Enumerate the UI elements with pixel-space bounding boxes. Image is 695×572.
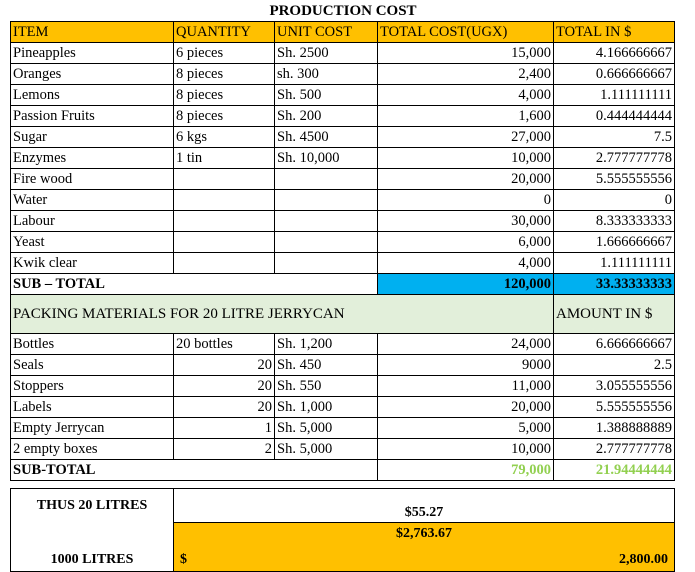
quantity-cell: 8 pieces [174, 64, 275, 85]
table-row [11, 43, 675, 64]
table-row [11, 64, 675, 85]
table-row [11, 418, 675, 439]
packing-section-header [11, 295, 675, 334]
item-cell: Kwik clear [11, 253, 174, 274]
total-cost-cell: 15,000 [378, 43, 554, 64]
total-cost-cell: 11,000 [378, 376, 554, 397]
quantity-cell: 1 tin [174, 148, 275, 169]
total-cost-cell: 27,000 [378, 127, 554, 148]
unit-cost-cell [275, 232, 378, 253]
thousand-litres-label: 1000 LITRES [11, 523, 174, 572]
unit-cost-cell [275, 190, 378, 211]
item-cell: 2 empty boxes [11, 439, 174, 460]
quantity-cell: 1 [174, 418, 275, 439]
summary-table [10, 488, 675, 572]
subtotal-total-usd: 33.33333333 [554, 274, 675, 295]
packing-amount-label: AMOUNT IN $ [554, 295, 675, 334]
total-usd-cell: 5.555555556 [554, 397, 675, 418]
total-usd-cell: 0.444444444 [554, 106, 675, 127]
item-cell: Labels [11, 397, 174, 418]
table-row [11, 85, 675, 106]
table-row [11, 232, 675, 253]
table-row [11, 397, 675, 418]
total-usd-cell: 1.111111111 [554, 253, 675, 274]
unit-cost-cell: sh. 300 [275, 64, 378, 85]
item-cell: Passion Fruits [11, 106, 174, 127]
quantity-cell: 20 [174, 397, 275, 418]
table-row [11, 127, 675, 148]
table-row [11, 253, 675, 274]
summary-row-1000-litres [11, 523, 675, 572]
unit-cost-cell: Sh. 5,000 [275, 418, 378, 439]
thousand-litres-cell [174, 523, 675, 572]
summary-row-20-litres [11, 489, 675, 523]
total-usd-cell: 5.555555556 [554, 169, 675, 190]
currency-symbol: $ [180, 551, 187, 567]
total-usd-cell: 1.666666667 [554, 232, 675, 253]
total-cost-cell: 5,000 [378, 418, 554, 439]
item-cell: Seals [11, 355, 174, 376]
total-usd-cell: 6.666666667 [554, 334, 675, 355]
table-row [11, 439, 675, 460]
item-cell: Lemons [11, 85, 174, 106]
item-cell: Pineapples [11, 43, 174, 64]
item-cell: Empty Jerrycan [11, 418, 174, 439]
item-cell: Fire wood [11, 169, 174, 190]
quantity-cell: 20 bottles [174, 334, 275, 355]
packing-subtotal-label: SUB-TOTAL [11, 460, 378, 481]
total-usd-cell: 0 [554, 190, 675, 211]
quantity-cell [174, 169, 275, 190]
thousand-litres-value: $2,763.67 [396, 526, 452, 541]
quantity-cell [174, 190, 275, 211]
total-cost-cell: 10,000 [378, 439, 554, 460]
total-usd-cell: 3.055555556 [554, 376, 675, 397]
packing-subtotal-total-usd: 21.94444444 [554, 460, 675, 481]
unit-cost-cell: Sh. 1,200 [275, 334, 378, 355]
unit-cost-cell: Sh. 10,000 [275, 148, 378, 169]
packing-subtotal-total-cost: 79,000 [378, 460, 554, 481]
unit-cost-cell: Sh. 1,000 [275, 397, 378, 418]
subtotal-total-cost: 120,000 [378, 274, 554, 295]
total-cost-cell: 30,000 [378, 211, 554, 232]
total-usd-cell: 0.666666667 [554, 64, 675, 85]
header-quantity: QUANTITY [174, 22, 275, 43]
total-usd-cell: 8.333333333 [554, 211, 675, 232]
quantity-cell: 8 pieces [174, 85, 275, 106]
total-usd-cell: 1.388888889 [554, 418, 675, 439]
total-cost-cell: 24,000 [378, 334, 554, 355]
header-total-cost: TOTAL COST(UGX) [378, 22, 554, 43]
total-usd-cell: 2.5 [554, 355, 675, 376]
subtotal-row [11, 274, 675, 295]
sheet-title: PRODUCTION COST [269, 3, 417, 19]
total-usd-cell: 2.777777778 [554, 439, 675, 460]
total-cost-cell: 2,400 [378, 64, 554, 85]
quantity-cell: 8 pieces [174, 106, 275, 127]
quantity-cell: 20 [174, 376, 275, 397]
rounded-total: 2,800.00 [619, 551, 668, 567]
quantity-cell [174, 211, 275, 232]
table-row [11, 169, 675, 190]
unit-cost-cell: Sh. 450 [275, 355, 378, 376]
unit-cost-cell [275, 211, 378, 232]
unit-cost-cell: Sh. 200 [275, 106, 378, 127]
total-usd-cell: 7.5 [554, 127, 675, 148]
table-row [11, 190, 675, 211]
unit-cost-cell: Sh. 2500 [275, 43, 378, 64]
item-cell: Enzymes [11, 148, 174, 169]
item-cell: Bottles [11, 334, 174, 355]
unit-cost-cell: Sh. 500 [275, 85, 378, 106]
table-row [11, 334, 675, 355]
item-cell: Labour [11, 211, 174, 232]
quantity-cell [174, 232, 275, 253]
unit-cost-cell: Sh. 5,000 [275, 439, 378, 460]
total-usd-cell: 4.166666667 [554, 43, 675, 64]
total-cost-cell: 20,000 [378, 397, 554, 418]
subtotal-label: SUB – TOTAL [11, 274, 378, 295]
twenty-litres-label: THUS 20 LITRES [11, 489, 174, 523]
quantity-cell: 2 [174, 439, 275, 460]
total-cost-cell: 0 [378, 190, 554, 211]
header-total-usd: TOTAL IN $ [554, 22, 675, 43]
total-usd-cell: 1.111111111 [554, 85, 675, 106]
quantity-cell [174, 253, 275, 274]
total-cost-cell: 20,000 [378, 169, 554, 190]
table-row [11, 106, 675, 127]
unit-cost-cell: Sh. 4500 [275, 127, 378, 148]
header-item: ITEM [11, 22, 174, 43]
total-cost-cell: 6,000 [378, 232, 554, 253]
quantity-cell: 6 pieces [174, 43, 275, 64]
header-row [11, 22, 675, 43]
total-cost-cell: 4,000 [378, 85, 554, 106]
total-cost-cell: 10,000 [378, 148, 554, 169]
twenty-litres-value: $55.27 [174, 489, 675, 523]
item-cell: Stoppers [11, 376, 174, 397]
table-row [11, 376, 675, 397]
item-cell: Water [11, 190, 174, 211]
total-cost-cell: 1,600 [378, 106, 554, 127]
total-cost-cell: 9000 [378, 355, 554, 376]
unit-cost-cell [275, 253, 378, 274]
packing-subtotal-row [11, 460, 675, 481]
table-row [11, 148, 675, 169]
unit-cost-cell: Sh. 550 [275, 376, 378, 397]
table-row [11, 211, 675, 232]
item-cell: Oranges [11, 64, 174, 85]
table-row [11, 355, 675, 376]
item-cell: Sugar [11, 127, 174, 148]
quantity-cell: 6 kgs [174, 127, 275, 148]
item-cell: Yeast [11, 232, 174, 253]
production-cost-table [10, 21, 675, 481]
total-usd-cell: 2.777777778 [554, 148, 675, 169]
header-unit-cost: UNIT COST [275, 22, 378, 43]
quantity-cell: 20 [174, 355, 275, 376]
total-cost-cell: 4,000 [378, 253, 554, 274]
unit-cost-cell [275, 169, 378, 190]
packing-title: PACKING MATERIALS FOR 20 LITRE JERRYCAN [11, 295, 554, 334]
